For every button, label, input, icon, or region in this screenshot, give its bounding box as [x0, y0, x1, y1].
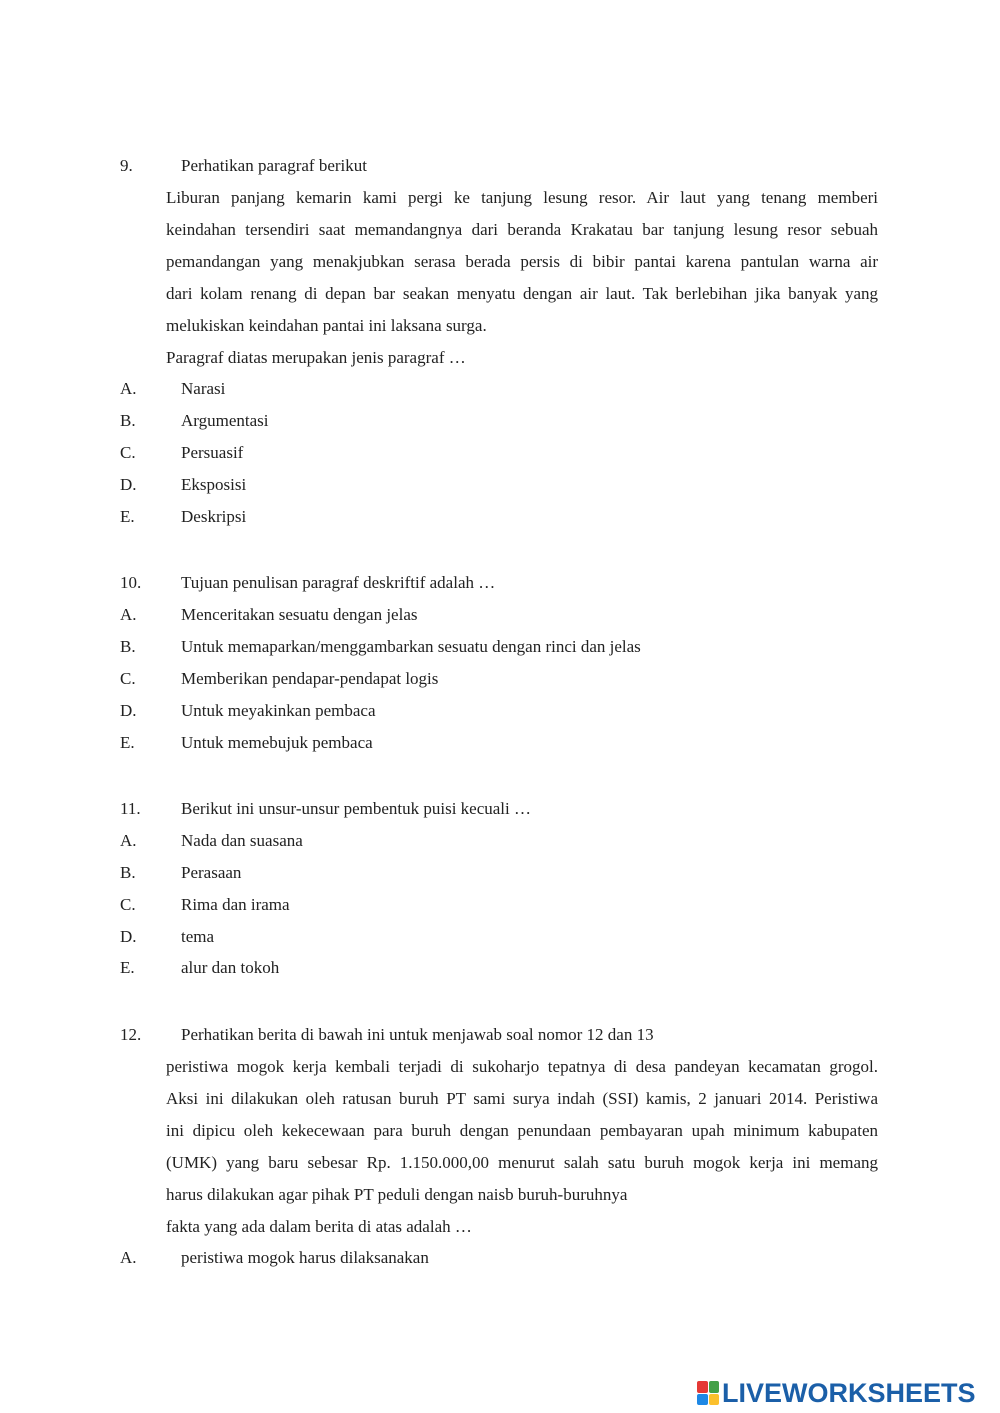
question-number: 12.	[120, 1025, 142, 1044]
option-text[interactable]: Untuk meyakinkan pembaca	[181, 701, 376, 720]
logo-text: LIVEWORKSHEETS	[722, 1377, 976, 1408]
option-letter: B.	[120, 863, 136, 882]
passage-line: harus dilakukan agar pihak PT peduli dengan naisb buruh-buruhnya	[166, 1185, 628, 1204]
option-text[interactable]: Argumentasi	[181, 411, 269, 430]
option-text[interactable]: Eksposisi	[181, 475, 247, 494]
passage-line: Liburan panjang kemarin kami pergi ke tanjung lesung resor. Air laut yang tenang memberi	[166, 188, 878, 207]
option-letter: C.	[120, 443, 136, 462]
passage-line: Aksi ini dilakukan oleh ratusan buruh PT sami surya indah (SSI) kamis, 2 januari 2014. Peristiwa	[166, 1089, 878, 1108]
option-letter: D.	[120, 475, 137, 494]
question-number: 10.	[120, 573, 142, 592]
option-letter: E.	[120, 958, 135, 977]
option-text[interactable]: Menceritakan sesuatu dengan jelas	[181, 605, 418, 624]
passage-line: melukiskan keindahan pantai ini laksana surga.	[166, 316, 487, 335]
question-number: 11.	[120, 799, 141, 818]
question-stem: Paragraf diatas merupakan jenis paragraf …	[166, 348, 466, 367]
option-text[interactable]: Memberikan pendapar-pendapat logis	[181, 669, 439, 688]
option-letter: A.	[120, 1248, 137, 1267]
question-prompt: Tujuan penulisan paragraf deskriftif adalah …	[181, 573, 496, 592]
question-number: 9.	[120, 156, 133, 175]
passage-line: ini dipicu oleh kekecewaan para buruh dengan penundaan pembayaran upah minimum kabupaten	[166, 1121, 878, 1140]
option-text[interactable]: Persuasif	[181, 443, 244, 462]
option-text[interactable]: Perasaan	[181, 863, 242, 882]
passage	[166, 182, 878, 374]
option-text[interactable]: tema	[181, 927, 215, 946]
question-prompt: Berikut ini unsur-unsur pembentuk puisi kecuali …	[181, 799, 531, 818]
option-letter: B.	[120, 411, 136, 430]
passage	[166, 1051, 878, 1243]
option-text[interactable]: Narasi	[181, 379, 226, 398]
option-letter: A.	[120, 831, 137, 850]
option-letter: E.	[120, 507, 135, 526]
passage-line: dari kolam renang di depan bar seakan menyatu dengan air laut. Tak berlebihan jika banyak yang	[166, 284, 878, 303]
option-letter: A.	[120, 605, 137, 624]
question-prompt: Perhatikan paragraf berikut	[181, 156, 367, 175]
logo-mark-icon	[697, 1381, 719, 1405]
option-text[interactable]: Untuk memebujuk pembaca	[181, 733, 373, 752]
option-letter: C.	[120, 669, 136, 688]
question-stem: fakta yang ada dalam berita di atas adalah …	[166, 1217, 472, 1236]
option-letter: D.	[120, 701, 137, 720]
option-text[interactable]: Rima dan irama	[181, 895, 290, 914]
option-text[interactable]: alur dan tokoh	[181, 958, 280, 977]
option-text[interactable]: Untuk memaparkan/menggambarkan sesuatu dengan rinci dan jelas	[181, 637, 641, 656]
option-letter: D.	[120, 927, 137, 946]
option-text[interactable]: Nada dan suasana	[181, 831, 303, 850]
option-text[interactable]: Deskripsi	[181, 507, 247, 526]
option-text[interactable]: peristiwa mogok harus dilaksanakan	[181, 1248, 429, 1267]
question-prompt: Perhatikan berita di bawah ini untuk menjawab soal nomor 12 dan 13	[181, 1025, 654, 1044]
passage-line: peristiwa mogok kerja kembali terjadi di sukoharjo tepatnya di desa pandeyan kecamatan grogol.	[166, 1057, 878, 1076]
option-letter: A.	[120, 379, 137, 398]
option-letter: E.	[120, 733, 135, 752]
passage-line: pemandangan yang menakjubkan serasa berada persis di bibir pantai karena pantulan warna air	[166, 252, 878, 271]
option-letter: B.	[120, 637, 136, 656]
passage-line: keindahan tersendiri saat memandangnya dari beranda Krakatau bar tanjung lesung resor sebuah	[166, 220, 878, 239]
passage-line: (UMK) yang baru sebesar Rp. 1.150.000,00 menurut salah satu buruh mogok kerja ini memang	[166, 1153, 878, 1172]
option-letter: C.	[120, 895, 136, 914]
liveworksheets-logo	[697, 1378, 976, 1408]
